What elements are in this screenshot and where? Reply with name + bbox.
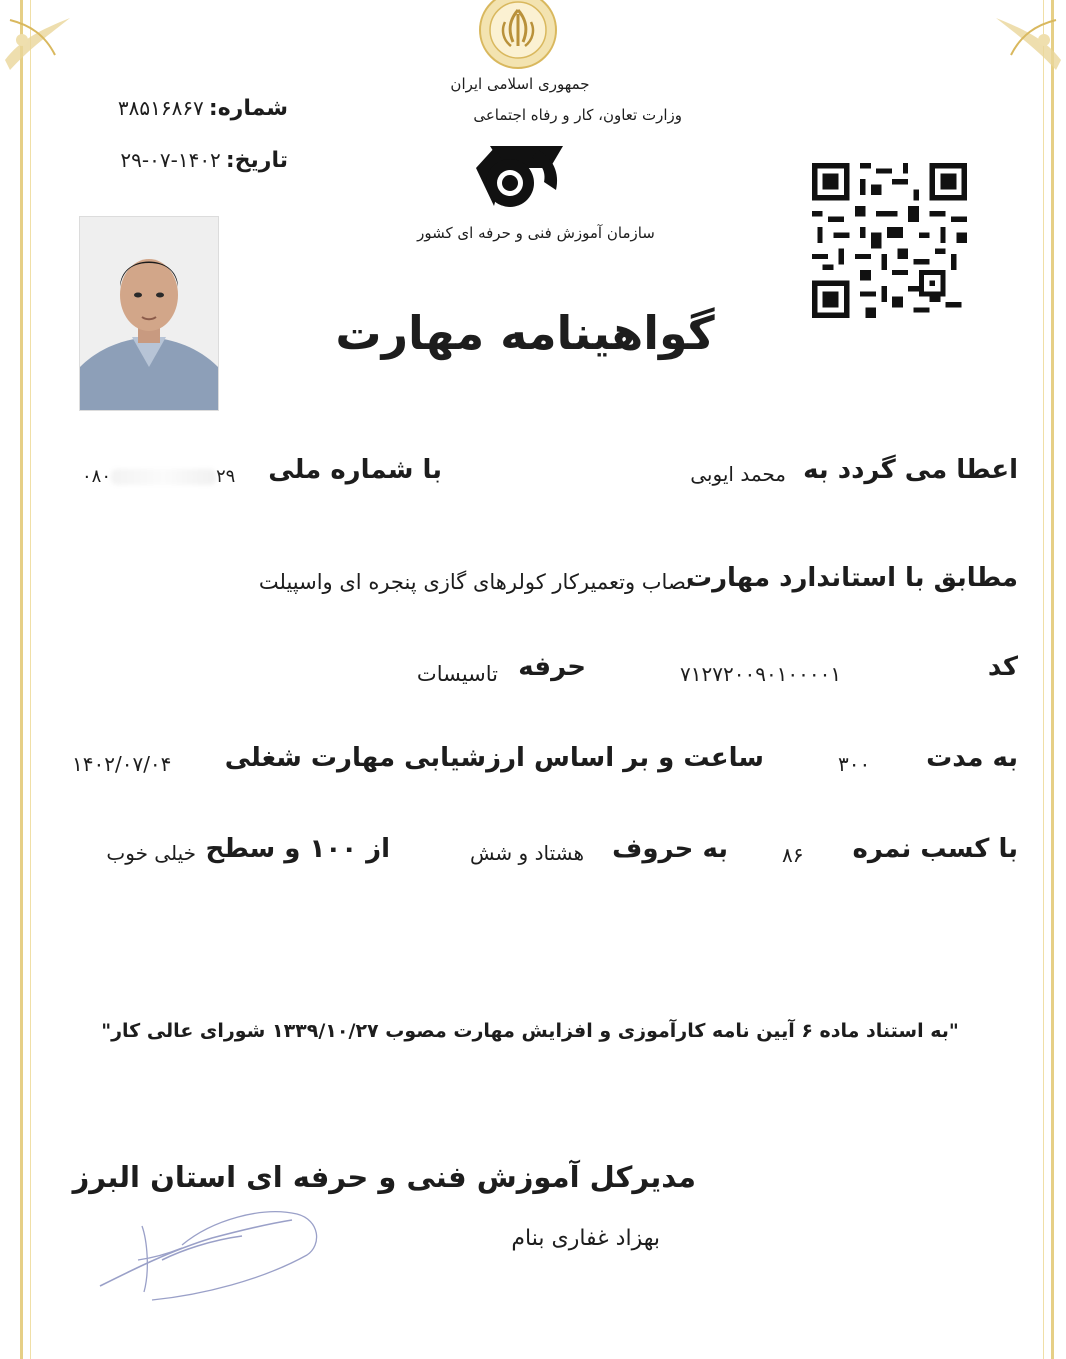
issued-to-value: محمد ایوبی [690,462,786,486]
certificate-date [55,148,288,173]
redacted-digits [111,469,216,485]
hours-assessment-label: ساعت و بر اساس ارزشیابی مهارت شغلی [224,743,764,773]
organization-logo [468,128,578,220]
corner-ornament-left [0,0,90,80]
duration-value: ۳۰۰ [838,752,871,776]
national-id-label: با شماره ملی [268,455,442,485]
score-words-label: به حروف [612,834,728,864]
code-label: کد [987,652,1018,682]
trade-label: حرفه [518,652,586,682]
level-value: خیلی خوب [106,841,196,865]
score-label: با کسب نمره [852,834,1018,864]
certificate-title: گواهینامه مهارت [335,306,715,360]
signatory-title: مدیرکل آموزش فنی و حرفه ای استان البرز [72,1160,696,1194]
number-label: شماره: [208,96,288,121]
organization-name: سازمان آموزش فنی و حرفه ای کشور [417,224,655,242]
legal-note: "به استناد ماده ۶ آیین نامه کارآموزی و افزایش مهارت مصوب ۱۳۳۹/۱۰/۲۷ شورای عالی کار" [101,1020,959,1042]
corner-ornament-right [976,0,1066,80]
out-of-label: از ۱۰۰ و سطح [205,834,390,864]
ministry-name: وزارت تعاون، کار و رفاه اجتماعی [473,106,682,124]
national-id-end: ۲۹ [216,466,236,487]
date-label: تاریخ: [225,148,288,173]
standard-label: مطابق با استاندارد مهارت [685,563,1018,593]
handwritten-signature [92,1200,332,1310]
standard-value: نصاب وتعمیرکار کولرهای گازی پنجره ای واسپیلت [258,570,692,594]
issued-to-label: اعطا می گردد به [803,455,1018,485]
duration-label: به مدت [926,743,1018,773]
code-value: ۷۱۲۷۲۰۰۹۰۱۰۰۰۰۱ [680,662,842,686]
certificate-number [70,96,288,121]
national-id-value [82,466,262,487]
signatory-name: بهزاد غفاری بنام [511,1226,660,1251]
score-words-value: هشتاد و شش [469,841,584,865]
assessment-date: ۱۴۰۲/۰۷/۰۴ [72,752,172,776]
qr-code-icon [812,163,967,318]
national-id-start: ۰۸۰ [82,466,112,487]
trade-value: تاسیسات [416,662,498,686]
holder-photo [79,216,219,411]
iran-emblem-seal [473,0,563,72]
date-value: ۱۴۰۲-۰۷-۲۹ [120,148,221,172]
country-name: جمهوری اسلامی ایران [450,75,590,93]
score-value: ۸۶ [782,843,804,867]
number-value: ۳۸۵۱۶۸۶۷ [117,96,204,120]
person-portrait-icon [80,217,218,410]
